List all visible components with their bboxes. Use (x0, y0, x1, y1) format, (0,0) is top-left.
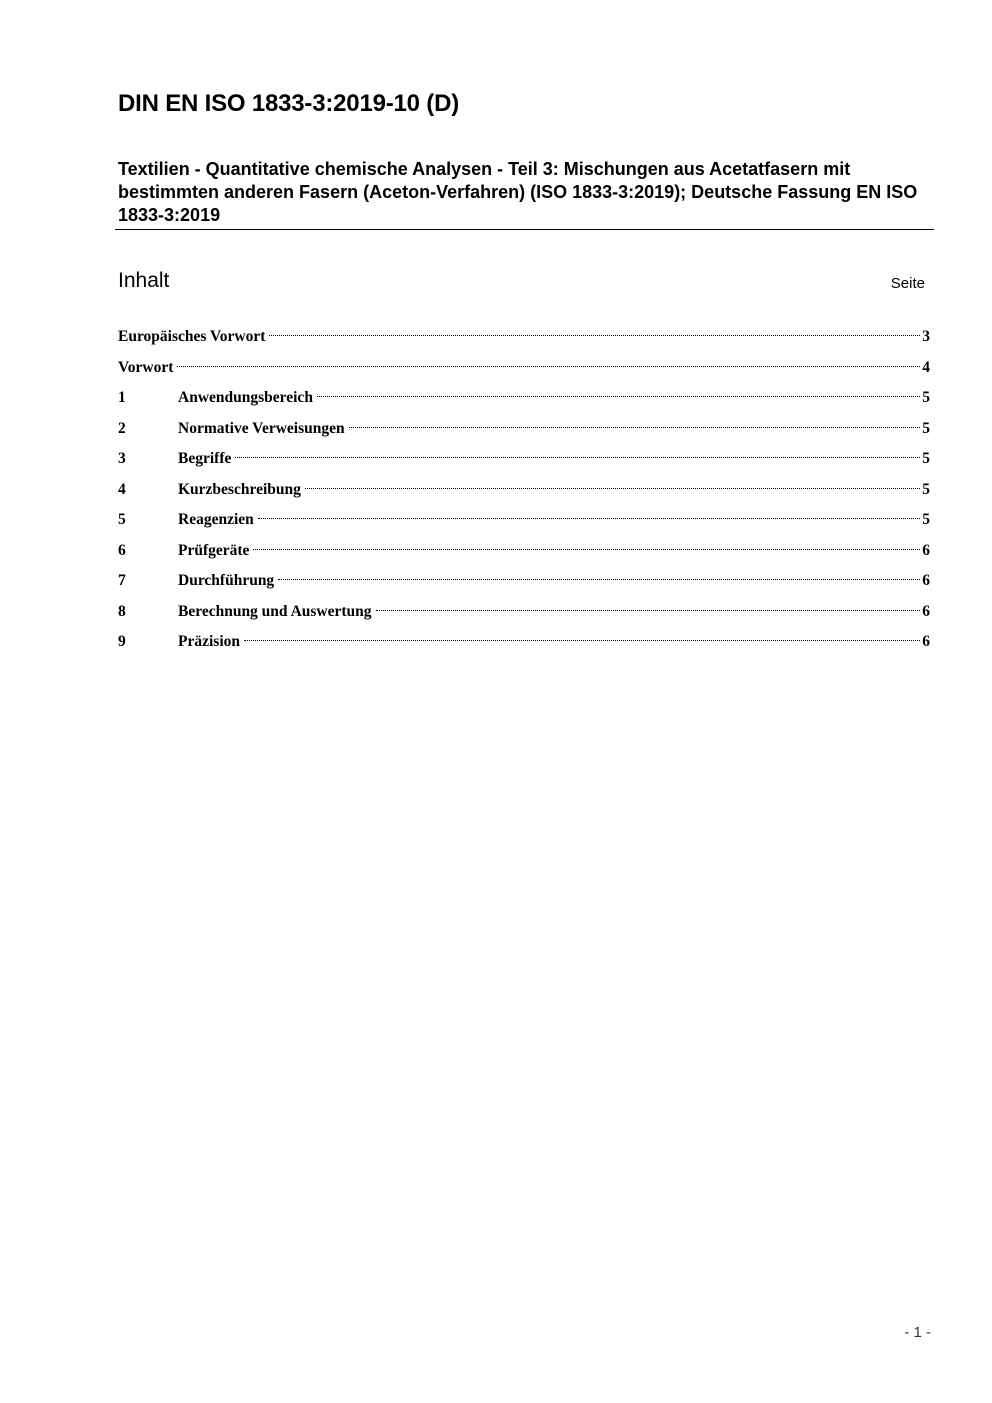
toc-entry-page: 5 (922, 450, 930, 467)
toc-dot-leader (244, 640, 920, 641)
toc-page-column-label: Seite (890, 275, 925, 292)
toc-entry-title: Begriffe (178, 450, 232, 467)
toc-entry-title: Normative Verweisungen (178, 419, 345, 437)
toc-entry-number: 4 (118, 480, 126, 498)
toc-entry-normative-verweisungen[interactable] (118, 414, 930, 445)
toc-dot-leader (177, 366, 920, 367)
document-subtitle: Textilien - Quantitative chemische Analysen - Teil 3: Mischungen aus Acetatfasern mit bestimmten anderen Fasern (Aceton-Verfahren) (ISO 1833-3:2019); Deutsche Fassung EN ISO 1833-3:2019 (118, 159, 918, 225)
toc-entry-title: Anwendungsbereich (178, 389, 313, 406)
toc-dot-leader (305, 488, 920, 489)
toc-entry-page: 5 (922, 511, 930, 528)
toc-entry-praezision[interactable] (118, 627, 930, 658)
toc-entry-page: 3 (922, 328, 930, 345)
toc-dot-leader (349, 427, 920, 428)
toc-entry-title: Vorwort (118, 358, 174, 376)
toc-entry-title: Präzision (178, 633, 240, 650)
toc-entry-vorwort[interactable] (118, 353, 930, 384)
toc-entry-number: 7 (118, 572, 126, 589)
toc-entry-title: Europäisches Vorwort (118, 328, 266, 345)
toc-heading: Inhalt (118, 269, 170, 292)
toc-entry-pruefgeraete[interactable] (118, 536, 930, 567)
toc-entry-page: 5 (922, 389, 930, 406)
toc-entry-title: Prüfgeräte (178, 541, 250, 559)
toc-entry-page: 5 (922, 419, 930, 437)
toc-entry-title: Berechnung und Auswertung (178, 602, 372, 620)
toc-entry-number: 6 (118, 541, 126, 559)
toc-dot-leader (235, 457, 920, 458)
toc-dot-leader (253, 549, 920, 550)
table-of-contents (118, 322, 930, 658)
toc-dot-leader (258, 518, 920, 519)
toc-entry-title: Kurzbeschreibung (178, 480, 301, 498)
toc-entry-page: 6 (922, 633, 930, 650)
toc-dot-leader (269, 335, 920, 336)
toc-entry-begriffe[interactable] (118, 444, 930, 475)
toc-entry-title: Reagenzien (178, 511, 254, 528)
toc-dot-leader (376, 610, 920, 611)
toc-entry-page: 6 (922, 541, 930, 559)
toc-entry-title: Durchführung (178, 572, 275, 589)
toc-dot-leader (317, 396, 920, 397)
toc-entry-number: 8 (118, 602, 126, 620)
title-divider (115, 229, 934, 230)
toc-entry-berechnung-und-auswertung[interactable] (118, 597, 930, 628)
toc-entry-europaeisches-vorwort[interactable] (118, 322, 930, 353)
toc-dot-leader (278, 579, 920, 580)
document-title: DIN EN ISO 1833-3:2019-10 (D) (118, 90, 460, 117)
toc-entry-durchfuehrung[interactable] (118, 566, 930, 597)
toc-entry-number: 5 (118, 511, 126, 528)
toc-entry-number: 9 (118, 633, 126, 650)
toc-entry-page: 6 (922, 602, 930, 620)
page-number: - 1 - (904, 1324, 931, 1341)
toc-entry-number: 2 (118, 419, 126, 437)
toc-entry-page: 6 (922, 572, 930, 589)
toc-entry-number: 1 (118, 389, 126, 406)
toc-entry-anwendungsbereich[interactable] (118, 383, 930, 414)
toc-entry-reagenzien[interactable] (118, 505, 930, 536)
toc-entry-kurzbeschreibung[interactable] (118, 475, 930, 506)
toc-entry-page: 4 (922, 358, 930, 376)
toc-entry-number: 3 (118, 450, 126, 467)
toc-entry-page: 5 (922, 480, 930, 498)
